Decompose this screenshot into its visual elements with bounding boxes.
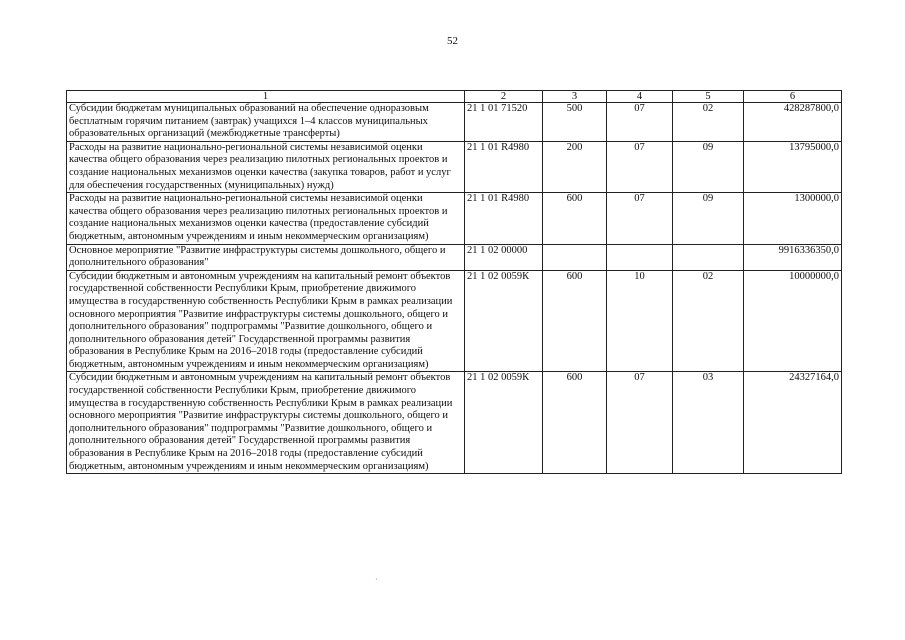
budget-table <box>66 90 842 474</box>
header-cell-3: 3 <box>543 91 607 103</box>
row-col5: 03 <box>673 372 744 474</box>
page-number: 52 <box>447 35 458 47</box>
row-col4: 07 <box>607 193 673 244</box>
row-col3: 600 <box>543 193 607 244</box>
row-description: Основное мероприятие "Развитие инфраструктуры системы дошкольного, общего и дополнительного образования" <box>67 244 465 270</box>
header-cell-1: 1 <box>67 91 465 103</box>
row-amount: 9916336350,0 <box>744 244 842 270</box>
row-code: 21 1 02 0059К <box>465 372 543 474</box>
row-col3: 500 <box>543 103 607 142</box>
row-col3: 600 <box>543 372 607 474</box>
table-row <box>67 244 842 270</box>
row-description: Расходы на развитие национально-региональной системы независимой оценки качества общего образования через реализацию пилотных региональных проектов и создание национальных механизмов оценки качества (закупка товаров, работ и услуг для обеспечения государственных (муниципальных) нужд) <box>67 141 465 192</box>
table-row <box>67 372 842 474</box>
row-description: Субсидии бюджетным и автономным учреждениям на капитальный ремонт объектов государственной собственности Республики Крым, приобретение движимого имущества в государственную собственность Республики Крым в рамках реализации основного мероприятия "Развитие инфраструктуры системы дошкольного, общего и дополнительного образования" подпрограммы "Развитие дошкольного, общего и дополнительного образования детей" Государственной программы развития образования в Республике Крым на 2016–2018 годы (предоставление субсидий бюджетным, автономным учреждениям и иным некоммерческим организациям) <box>67 372 465 474</box>
row-amount: 428287800,0 <box>744 103 842 142</box>
row-code: 21 1 01 R4980 <box>465 141 543 192</box>
row-code: 21 1 02 0059К <box>465 270 543 372</box>
row-description: Расходы на развитие национально-региональной системы независимой оценки качества общего образования через реализацию пилотных региональных проектов и создание национальных механизмов оценки качества (предоставление субсидий бюджетным, автономным учреждениям и иным некоммерческим организациям) <box>67 193 465 244</box>
row-description: Субсидии бюджетным и автономным учреждениям на капитальный ремонт объектов государственной собственности Республики Крым, приобретение движимого имущества в государственную собственность Республики Крым в рамках реализации основного мероприятия "Развитие инфраструктуры системы дошкольного, общего и дополнительного образования" подпрограммы "Развитие дошкольного, общего и дополнительного образования детей" Государственной программы развития образования в Республике Крым на 2016–2018 годы (предоставление субсидий бюджетным, автономным учреждениям и иным некоммерческим организациям) <box>67 270 465 372</box>
row-col4: 07 <box>607 372 673 474</box>
row-col4 <box>607 244 673 270</box>
table-row <box>67 141 842 192</box>
header-row <box>67 91 842 103</box>
row-col3: 200 <box>543 141 607 192</box>
row-amount: 1300000,0 <box>744 193 842 244</box>
scan-speck: · <box>375 575 378 584</box>
table-row <box>67 193 842 244</box>
row-amount: 13795000,0 <box>744 141 842 192</box>
row-col5: 02 <box>673 103 744 142</box>
row-code: 21 1 02 00000 <box>465 244 543 270</box>
table-row <box>67 103 842 142</box>
table-row <box>67 270 842 372</box>
header-cell-4: 4 <box>607 91 673 103</box>
row-col4: 07 <box>607 103 673 142</box>
row-col3 <box>543 244 607 270</box>
row-col4: 10 <box>607 270 673 372</box>
header-cell-2: 2 <box>465 91 543 103</box>
row-code: 21 1 01 R4980 <box>465 193 543 244</box>
row-col5: 09 <box>673 193 744 244</box>
header-cell-6: 6 <box>744 91 842 103</box>
row-description: Субсидии бюджетам муниципальных образований на обеспечение одноразовым бесплатным горячим питанием (завтрак) учащихся 1–4 классов муниципальных образовательных организаций (межбюджетные трансферты) <box>67 103 465 142</box>
row-col5: 02 <box>673 270 744 372</box>
header-cell-5: 5 <box>673 91 744 103</box>
row-amount: 10000000,0 <box>744 270 842 372</box>
row-amount: 24327164,0 <box>744 372 842 474</box>
row-col4: 07 <box>607 141 673 192</box>
row-col5: 09 <box>673 141 744 192</box>
row-col3: 600 <box>543 270 607 372</box>
row-code: 21 1 01 71520 <box>465 103 543 142</box>
row-col5 <box>673 244 744 270</box>
